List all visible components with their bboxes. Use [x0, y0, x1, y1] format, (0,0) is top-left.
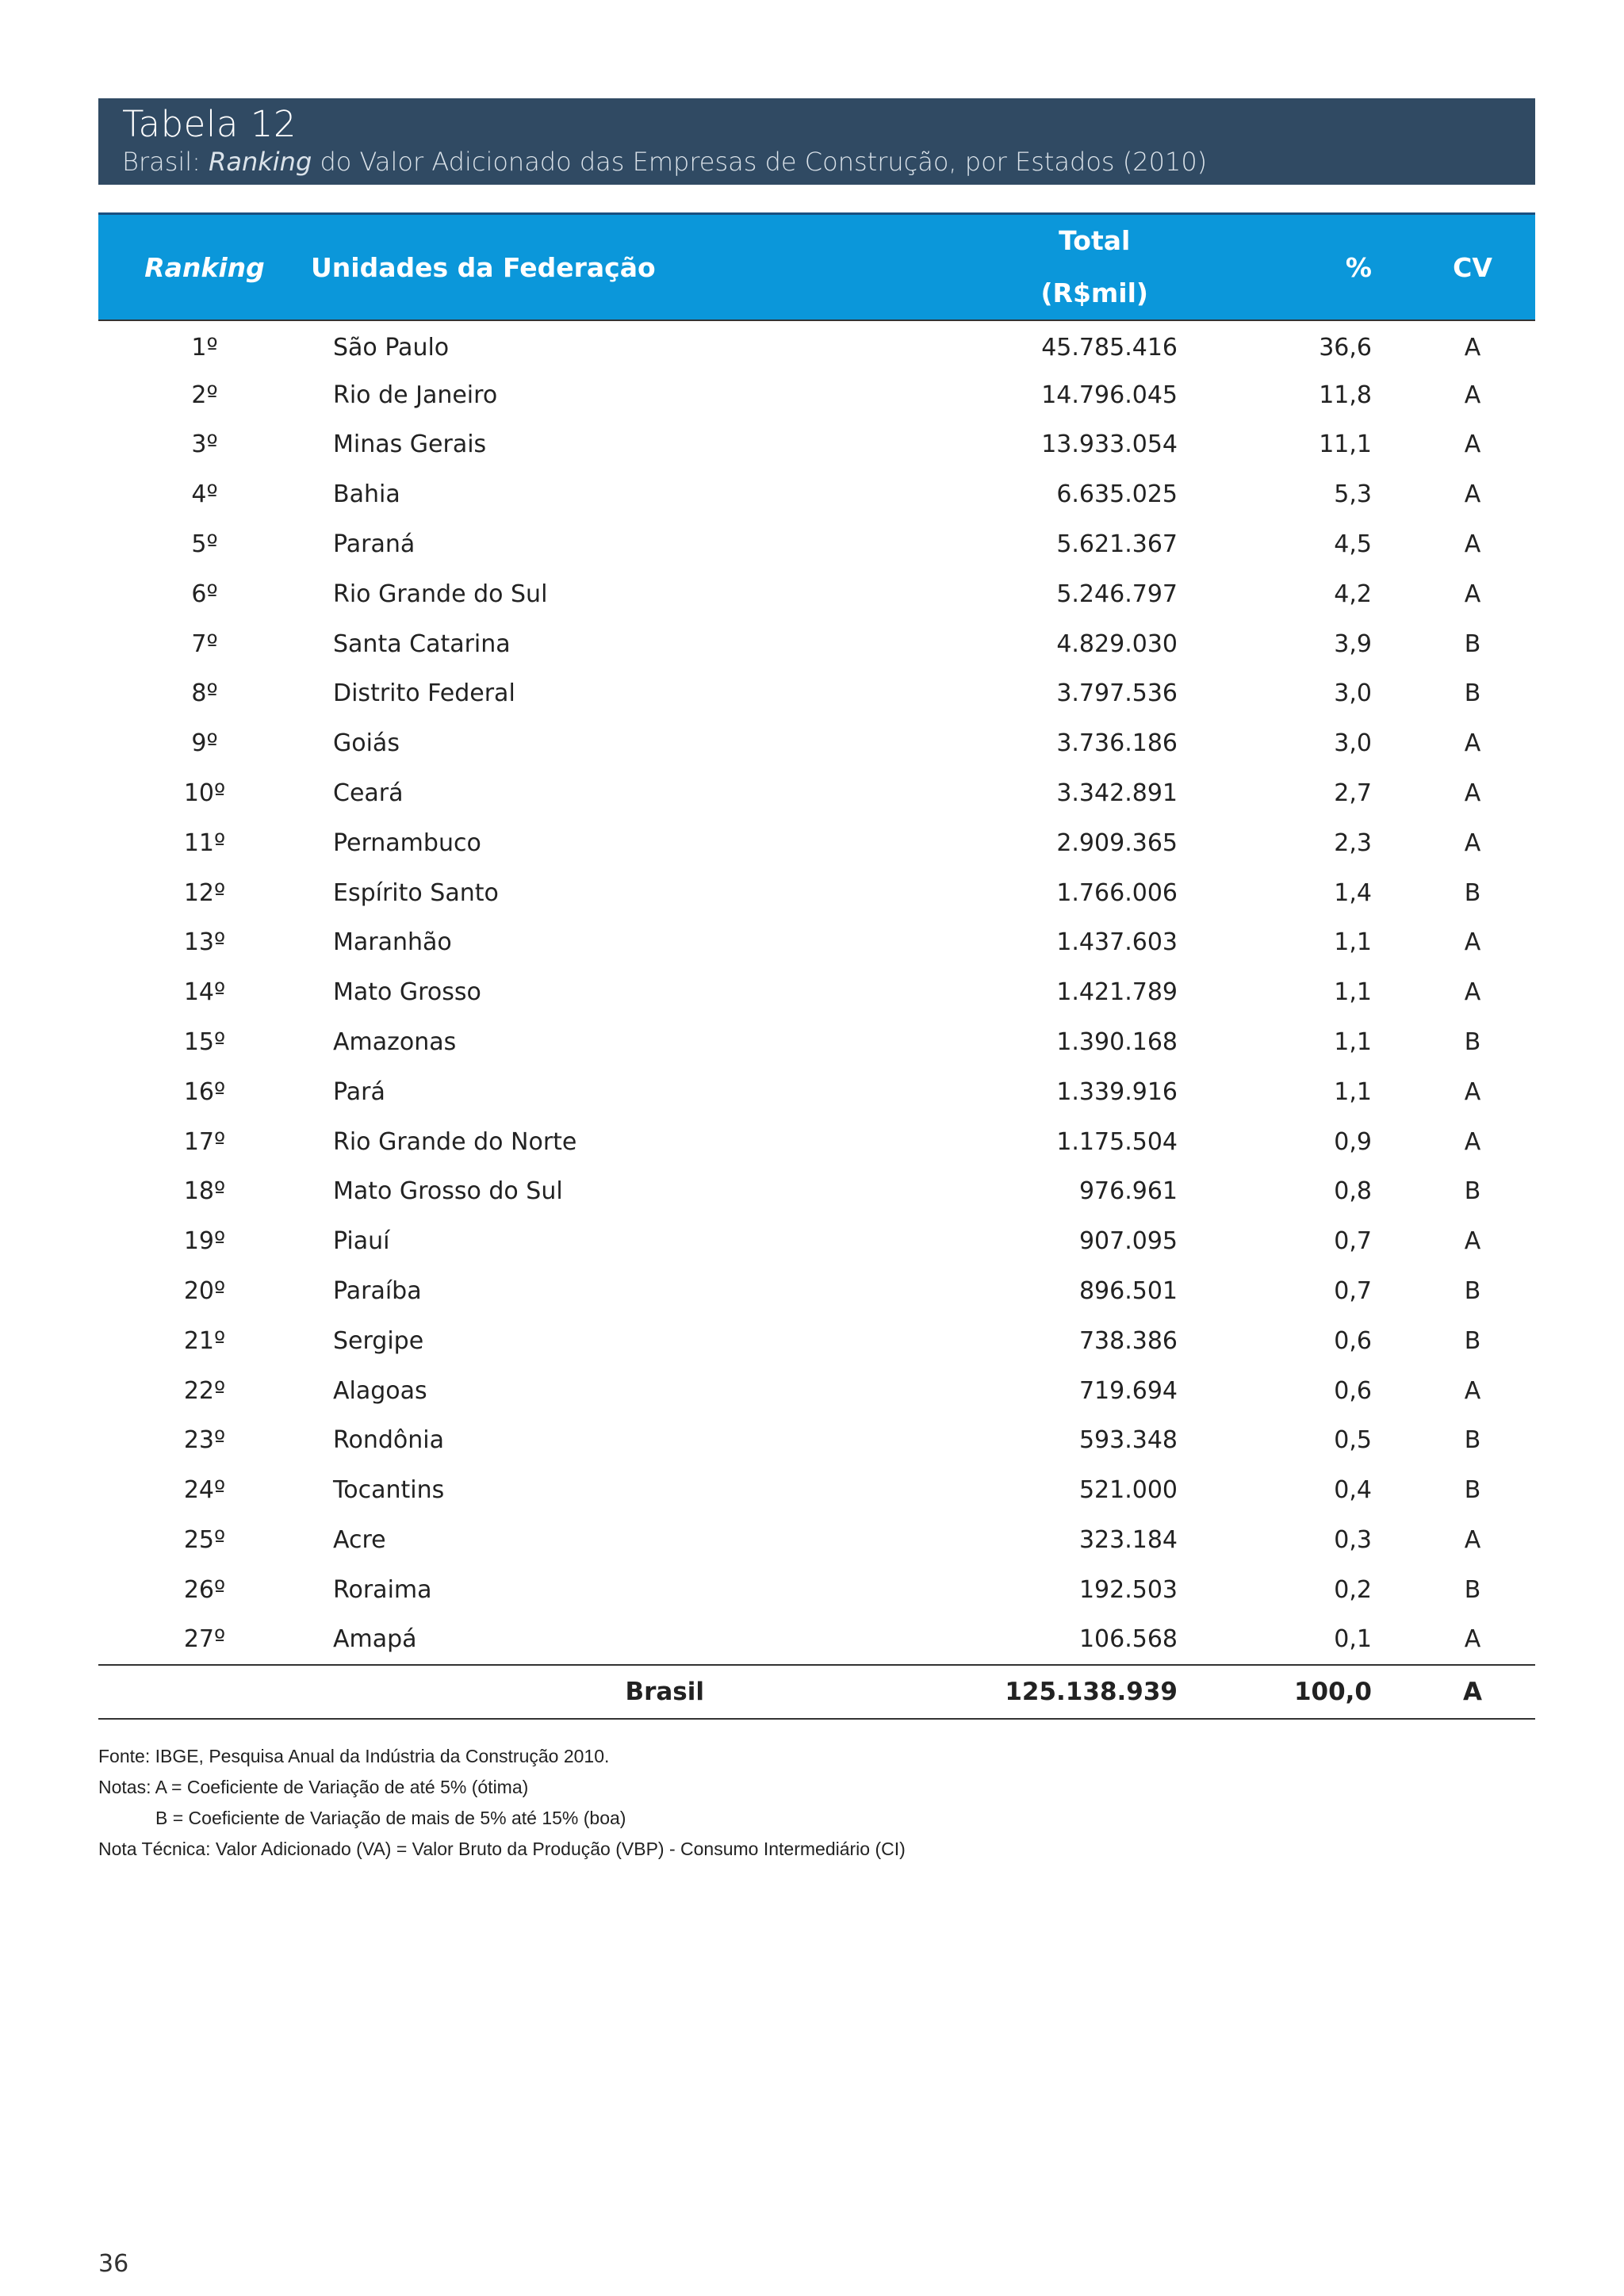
cv-cell: A [1464, 480, 1481, 509]
cv-cell: B [1464, 1277, 1481, 1306]
pct-cell: 2,3 [1334, 828, 1372, 857]
pct-cell: 1,1 [1334, 1077, 1372, 1106]
header-ranking: Ranking [144, 251, 265, 283]
rank-cell: 9º [191, 729, 218, 758]
pct-cell: 0,7 [1334, 1277, 1372, 1306]
pct-cell: 0,7 [1334, 1227, 1372, 1256]
pct-cell: 36,6 [1319, 334, 1372, 362]
pct-cell: 3,9 [1334, 629, 1372, 658]
uf-cell: Alagoas [333, 1376, 427, 1405]
rank-cell: 17º [183, 1127, 226, 1156]
uf-cell: Bahia [333, 480, 400, 509]
header-pct: % [1345, 251, 1372, 283]
cv-cell: B [1464, 629, 1481, 658]
cv-cell: A [1464, 530, 1481, 559]
total-cell: 4.829.030 [1056, 629, 1178, 658]
total-cell: 3.342.891 [1056, 779, 1178, 808]
pct-cell: 0,9 [1334, 1127, 1372, 1156]
pct-cell: 3,0 [1334, 679, 1372, 708]
total-cell: 3.797.536 [1056, 679, 1178, 708]
total-cell: 6.635.025 [1056, 480, 1178, 509]
table-row [98, 1615, 1535, 1665]
table-row [98, 1167, 1535, 1217]
table-subtitle [122, 146, 1511, 178]
rank-cell: 22º [183, 1376, 226, 1405]
table-row [98, 519, 1535, 569]
rank-cell: 10º [183, 779, 226, 808]
rank-cell: 8º [191, 679, 218, 708]
table-row [98, 619, 1535, 669]
total-cell: 5.246.797 [1056, 580, 1178, 608]
header-total-line2: (R$mil) [1040, 277, 1148, 308]
rank-cell: 18º [183, 1177, 226, 1206]
rank-cell: 26º [183, 1575, 226, 1604]
ranking-table-container [98, 212, 1535, 1720]
total-cv: A [1463, 1677, 1482, 1706]
rank-cell: 5º [191, 530, 218, 559]
cv-cell: B [1464, 679, 1481, 708]
cv-cell: A [1464, 978, 1481, 1007]
table-row [98, 1565, 1535, 1615]
rank-cell: 6º [191, 580, 218, 608]
cv-cell: A [1464, 1526, 1481, 1555]
header-row [98, 214, 1535, 321]
uf-cell: Rio de Janeiro [333, 381, 498, 409]
table-row [98, 1515, 1535, 1565]
note-a: Notas: A = Coeficiente de Variação de até 5% (ótima) [98, 1777, 529, 1797]
pct-cell: 0,8 [1334, 1177, 1372, 1206]
rank-cell: 12º [183, 878, 226, 907]
pct-cell: 0,6 [1334, 1376, 1372, 1405]
table-row [98, 967, 1535, 1017]
header-total-line1: Total [1059, 225, 1131, 256]
rank-cell: 16º [183, 1077, 226, 1106]
total-cell: 1.421.789 [1056, 978, 1178, 1007]
table-row [98, 370, 1535, 420]
total-pct: 100,0 [1293, 1677, 1372, 1706]
subtitle-italic: Ranking [209, 147, 312, 177]
header-cv: CV [1453, 251, 1492, 283]
rank-cell: 25º [183, 1526, 226, 1555]
uf-cell: Acre [333, 1526, 386, 1555]
total-cell: 896.501 [1078, 1277, 1178, 1306]
total-cell: 2.909.365 [1056, 828, 1178, 857]
total-cell: 976.961 [1078, 1177, 1178, 1206]
pct-cell: 3,0 [1334, 729, 1372, 758]
rank-cell: 3º [191, 430, 218, 459]
table-row [98, 918, 1535, 968]
cv-cell: B [1464, 878, 1481, 907]
uf-cell: Goiás [333, 729, 400, 758]
note-source: Fonte: IBGE, Pesquisa Anual da Indústria da Construção 2010. [98, 1746, 610, 1766]
table-row [98, 469, 1535, 519]
table-row [98, 1416, 1535, 1466]
uf-cell: São Paulo [333, 334, 450, 362]
total-cell: 14.796.045 [1041, 381, 1178, 409]
uf-cell: Distrito Federal [333, 679, 515, 708]
total-cell: 719.694 [1078, 1376, 1178, 1405]
pct-cell: 0,3 [1334, 1526, 1372, 1555]
cv-cell: A [1464, 1077, 1481, 1106]
table-notes [98, 1741, 906, 1865]
cv-cell: A [1464, 928, 1481, 957]
uf-cell: Ceará [333, 779, 404, 808]
note-technical: Nota Técnica: Valor Adicionado (VA) = Valor Bruto da Produção (VBP) - Consumo Intermediário (CI) [98, 1839, 906, 1859]
total-cell: 521.000 [1078, 1476, 1178, 1505]
table-row [98, 320, 1535, 370]
total-row [98, 1665, 1535, 1719]
cv-cell: A [1464, 779, 1481, 808]
pct-cell: 1,1 [1334, 1028, 1372, 1057]
total-cell: 106.568 [1078, 1625, 1178, 1654]
subtitle-prefix: Brasil: [122, 147, 209, 177]
header-uf: Unidades da Federação [311, 251, 656, 283]
uf-cell: Paraná [333, 530, 416, 559]
uf-cell: Rondônia [333, 1426, 444, 1455]
table-row [98, 818, 1535, 868]
table-body [98, 320, 1535, 1665]
rank-cell: 15º [183, 1028, 226, 1057]
pct-cell: 4,2 [1334, 580, 1372, 608]
total-cell: 323.184 [1078, 1526, 1178, 1555]
total-cell: 1.339.916 [1056, 1077, 1178, 1106]
cv-cell: B [1464, 1177, 1481, 1206]
total-cell: 1.437.603 [1056, 928, 1178, 957]
cv-cell: B [1464, 1326, 1481, 1355]
table-row [98, 868, 1535, 918]
pct-cell: 2,7 [1334, 779, 1372, 808]
total-cell: 1.175.504 [1056, 1127, 1178, 1156]
table-title-banner [98, 98, 1535, 185]
cv-cell: A [1464, 828, 1481, 857]
table-row [98, 1017, 1535, 1067]
total-cell: 192.503 [1078, 1575, 1178, 1604]
pct-cell: 0,6 [1334, 1326, 1372, 1355]
total-cell: 3.736.186 [1056, 729, 1178, 758]
rank-cell: 19º [183, 1227, 226, 1256]
uf-cell: Espírito Santo [333, 878, 499, 907]
uf-cell: Amazonas [333, 1028, 457, 1057]
table-row [98, 1216, 1535, 1266]
cv-cell: A [1464, 1227, 1481, 1256]
uf-cell: Sergipe [333, 1326, 424, 1355]
cv-cell: B [1464, 1476, 1481, 1505]
pct-cell: 4,5 [1334, 530, 1372, 559]
uf-cell: Rio Grande do Sul [333, 580, 548, 608]
note-b: B = Coeficiente de Variação de mais de 5% até 15% (boa) [155, 1808, 626, 1828]
pct-cell: 0,4 [1334, 1476, 1372, 1505]
table-row [98, 1366, 1535, 1416]
rank-cell: 4º [191, 480, 218, 509]
total-cell: 13.933.054 [1041, 430, 1178, 459]
cv-cell: A [1464, 430, 1481, 459]
total-value: 125.138.939 [1005, 1677, 1178, 1706]
pct-cell: 1,1 [1334, 978, 1372, 1007]
rank-cell: 24º [183, 1476, 226, 1505]
table-row [98, 1465, 1535, 1515]
table-row [98, 669, 1535, 719]
table-footer [98, 1665, 1535, 1719]
uf-cell: Mato Grosso [333, 978, 481, 1007]
subtitle-rest: do Valor Adicionado das Empresas de Construção, por Estados (2010) [312, 147, 1208, 177]
cv-cell: A [1464, 729, 1481, 758]
pct-cell: 11,1 [1319, 430, 1372, 459]
pct-cell: 0,5 [1334, 1426, 1372, 1455]
total-cell: 1.766.006 [1056, 878, 1178, 907]
ranking-table [98, 212, 1535, 1720]
uf-cell: Pará [333, 1077, 385, 1106]
table-row [98, 420, 1535, 470]
total-cell: 738.386 [1078, 1326, 1178, 1355]
cv-cell: A [1464, 1376, 1481, 1405]
total-cell: 907.095 [1078, 1227, 1178, 1256]
uf-cell: Rio Grande do Norte [333, 1127, 577, 1156]
table-row [98, 1316, 1535, 1366]
rank-cell: 13º [183, 928, 226, 957]
rank-cell: 21º [183, 1326, 226, 1355]
uf-cell: Piauí [333, 1227, 390, 1256]
rank-cell: 20º [183, 1277, 226, 1306]
table-row [98, 718, 1535, 768]
pct-cell: 1,4 [1334, 878, 1372, 907]
total-label: Brasil [625, 1677, 704, 1706]
rank-cell: 23º [183, 1426, 226, 1455]
uf-cell: Maranhão [333, 928, 452, 957]
pct-cell: 0,2 [1334, 1575, 1372, 1604]
page-number: 36 [98, 2250, 129, 2278]
cv-cell: B [1464, 1575, 1481, 1604]
rank-cell: 27º [183, 1625, 226, 1654]
rank-cell: 7º [191, 629, 218, 658]
cv-cell: A [1464, 1625, 1481, 1654]
table-title: Tabela 12 [122, 103, 297, 145]
table-row [98, 569, 1535, 619]
total-cell: 593.348 [1078, 1426, 1178, 1455]
cv-cell: B [1464, 1028, 1481, 1057]
cv-cell: B [1464, 1426, 1481, 1455]
total-cell: 5.621.367 [1056, 530, 1178, 559]
uf-cell: Roraima [333, 1575, 432, 1604]
uf-cell: Minas Gerais [333, 430, 487, 459]
table-row [98, 768, 1535, 818]
uf-cell: Mato Grosso do Sul [333, 1177, 563, 1206]
pct-cell: 5,3 [1334, 480, 1372, 509]
uf-cell: Paraíba [333, 1277, 422, 1306]
cv-cell: A [1464, 1127, 1481, 1156]
table-row [98, 1117, 1535, 1167]
pct-cell: 0,1 [1334, 1625, 1372, 1654]
uf-cell: Santa Catarina [333, 629, 511, 658]
rank-cell: 11º [183, 828, 226, 857]
pct-cell: 1,1 [1334, 928, 1372, 957]
table-row [98, 1266, 1535, 1316]
table-header [98, 214, 1535, 321]
rank-cell: 1º [191, 334, 218, 362]
total-cell: 1.390.168 [1056, 1028, 1178, 1057]
cv-cell: A [1464, 381, 1481, 409]
pct-cell: 11,8 [1319, 381, 1372, 409]
total-cell: 45.785.416 [1041, 334, 1178, 362]
table-row [98, 1067, 1535, 1117]
uf-cell: Amapá [333, 1625, 417, 1654]
rank-cell: 14º [183, 978, 226, 1007]
header-total [707, 214, 1237, 321]
cv-cell: A [1464, 580, 1481, 608]
cv-cell: A [1464, 334, 1481, 362]
uf-cell: Tocantins [333, 1476, 445, 1505]
uf-cell: Pernambuco [333, 828, 481, 857]
rank-cell: 2º [191, 381, 218, 409]
